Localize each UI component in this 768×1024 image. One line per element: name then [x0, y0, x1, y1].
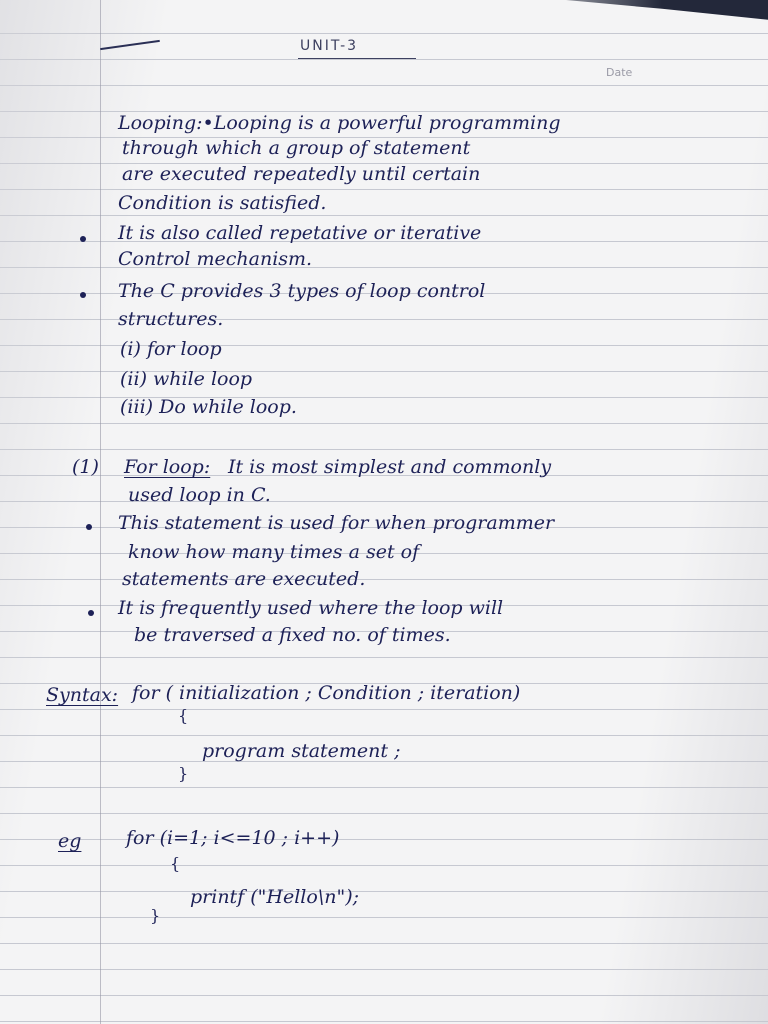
- bullet-dot: [80, 292, 86, 298]
- corner-mark: [100, 40, 160, 50]
- bullet3-line-2: know how many times a set of: [128, 541, 420, 563]
- syntax-close-brace: }: [178, 764, 189, 783]
- bullet3-line-3: statements are executed.: [122, 568, 366, 590]
- example-close-brace: }: [150, 906, 161, 925]
- example-line-1: for (i=1; i<=10 ; i++): [126, 827, 340, 849]
- bullet2-line-1: The C provides 3 types of loop control: [118, 280, 486, 302]
- bullet1-line-1: It is also called repetative or iterative: [118, 222, 482, 244]
- bullet3-line-1: This statement is used for when programmer: [118, 512, 555, 534]
- syntax-body: program statement ;: [202, 740, 401, 762]
- looping-def-line-4: Condition is satisfied.: [118, 192, 327, 214]
- bullet-dot: [80, 236, 86, 242]
- example-open-brace: {: [170, 854, 181, 873]
- loop-type-while: (ii) while loop: [120, 368, 253, 390]
- unit-title: UNIT-3: [300, 38, 359, 54]
- loop-type-for: (i) for loop: [120, 338, 222, 360]
- bullet-dot: [86, 524, 92, 530]
- example-label: eg: [58, 830, 82, 852]
- syntax-open-brace: {: [178, 706, 189, 725]
- for-heading-title: For loop:: [124, 456, 211, 478]
- for-heading-text: It is most simplest and commonly: [228, 456, 552, 478]
- looping-def-line-2: through which a group of statement: [122, 137, 471, 159]
- loop-type-do-while: (iii) Do while loop.: [120, 396, 297, 418]
- syntax-label: Syntax:: [46, 684, 119, 706]
- bullet1-line-2: Control mechanism.: [118, 248, 313, 270]
- syntax-line-1: for ( initialization ; Condition ; iteration): [132, 682, 521, 704]
- looping-def-line-3: are executed repeatedly until certain: [122, 163, 481, 185]
- bullet4-line-2: be traversed a fixed no. of times.: [134, 624, 451, 646]
- unit-title-underline: [298, 58, 416, 59]
- for-heading-line-2: used loop in C.: [128, 484, 271, 506]
- bullet-dot: [88, 610, 94, 616]
- for-heading-number: (1): [72, 456, 99, 478]
- margin-line: [100, 0, 101, 1024]
- date-label: Date: [606, 66, 633, 79]
- bullet4-line-1: It is frequently used where the loop will: [118, 597, 504, 619]
- example-body: printf ("Hello\n");: [190, 886, 360, 908]
- bullet2-line-2: structures.: [118, 308, 224, 330]
- looping-def-line-1: Looping:•Looping is a powerful programming: [118, 112, 561, 134]
- page-shadow: [470, 0, 768, 22]
